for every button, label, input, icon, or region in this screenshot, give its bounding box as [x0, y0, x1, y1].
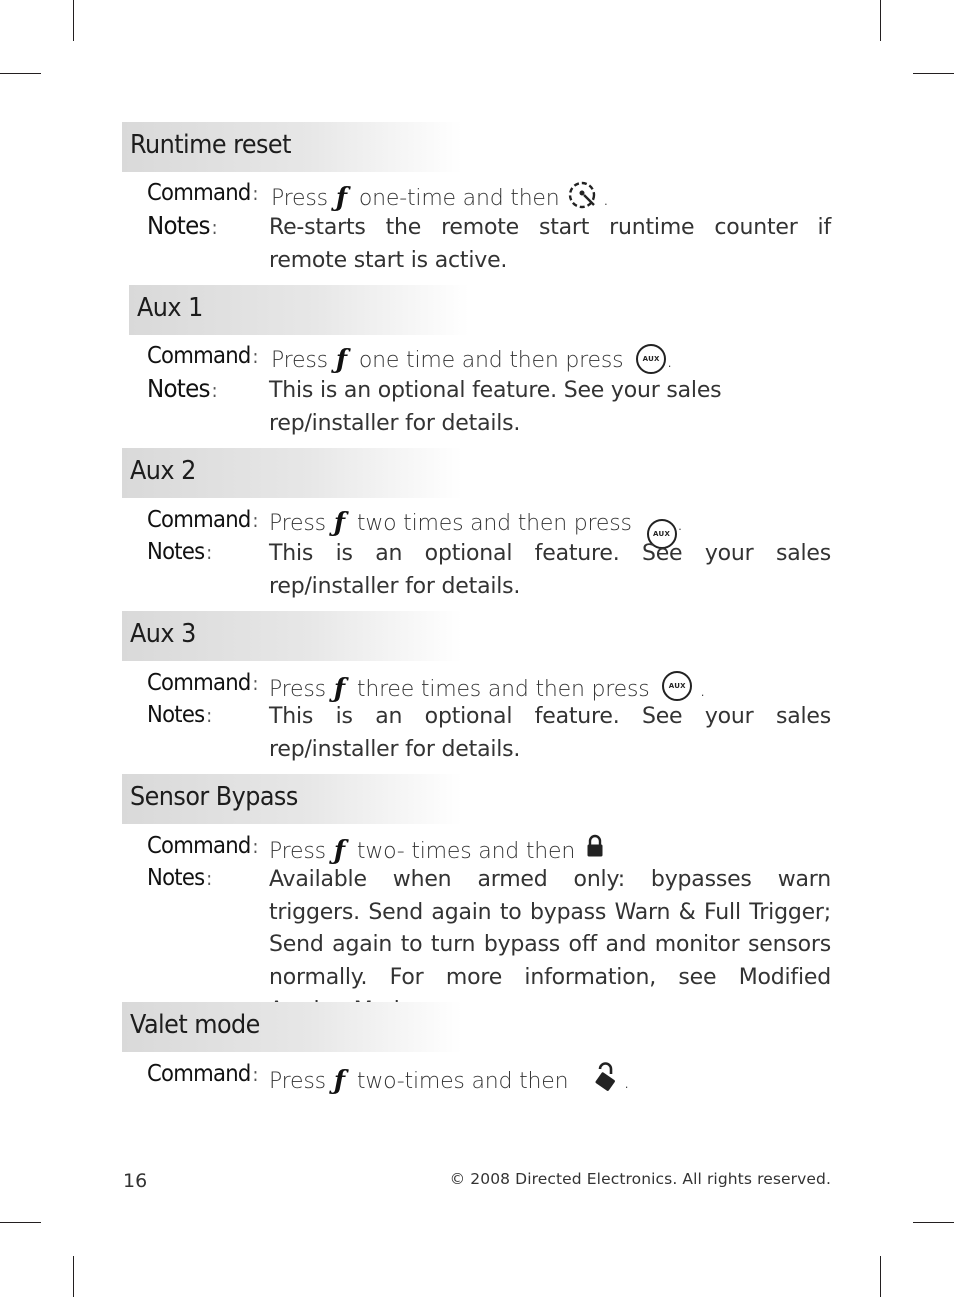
- command-label: Command:: [147, 180, 258, 206]
- command-label: Command:: [147, 670, 258, 696]
- command-line: Press ƒ three times and then press AUX .: [269, 671, 706, 704]
- command-text: two-times and then: [356, 1069, 569, 1094]
- notes-text: Available when armed only: bypasses warn triggers. Send again to bypass Warn & Full Trigger; Send again to turn bypass off and monitor sensors normally. For more information, see Modified: [269, 867, 831, 991]
- section-header-sensor-bypass: [122, 774, 462, 824]
- command-label: Command:: [147, 833, 258, 859]
- crop-mark: [913, 1222, 954, 1223]
- notes-label: Notes:: [147, 211, 217, 240]
- section-title: Aux 2: [130, 456, 196, 486]
- aux-button-icon: AUX: [662, 671, 692, 701]
- press-text: Press: [269, 839, 326, 864]
- page-number: 16: [123, 1170, 148, 1192]
- section-title: Valet mode: [130, 1010, 260, 1040]
- press-text: Press: [269, 1069, 326, 1094]
- section-title: Runtime reset: [130, 130, 291, 160]
- function-button-icon: ƒ: [333, 836, 345, 866]
- command-label: Command:: [147, 1061, 258, 1087]
- function-button-icon: ƒ: [333, 674, 345, 704]
- notes-label: Notes:: [147, 702, 212, 728]
- command-text: one-time and then: [358, 186, 560, 211]
- section-title: Aux 3: [130, 619, 196, 649]
- notes-text: This is an optional feature. See your sales rep/installer for details.: [269, 378, 722, 436]
- crop-mark: [880, 1256, 881, 1297]
- notes-label: Notes:: [147, 374, 217, 403]
- crop-mark: [0, 73, 41, 74]
- crop-mark: [73, 1256, 74, 1297]
- command-text: one time and then press: [358, 348, 624, 373]
- function-button-icon: ƒ: [335, 183, 347, 213]
- function-button-icon: ƒ: [333, 1066, 345, 1096]
- command-line: Press ƒ two times and then press AUX .: [269, 508, 683, 549]
- section-header-valet-mode: [122, 1002, 462, 1052]
- section-header-aux1: [129, 285, 469, 335]
- section-title: Aux 1: [137, 293, 203, 323]
- command-line: [269, 834, 604, 866]
- section-header-runtime-reset: [122, 122, 462, 172]
- command-text: three times and then press: [356, 677, 650, 702]
- command-line: Press ƒ one-time and then .: [271, 183, 610, 213]
- lock-icon: [586, 834, 604, 864]
- copyright-text: © 2008 Directed Electronics. All rights reserved.: [449, 1170, 831, 1188]
- command-line: Press ƒ two-times and then .: [269, 1062, 630, 1100]
- unlock-icon: [589, 1062, 623, 1100]
- command-text: two times and then press: [356, 511, 632, 536]
- notes-label: Notes:: [147, 539, 212, 565]
- crop-mark: [913, 73, 954, 74]
- remote-start-icon: [566, 181, 602, 215]
- section-header-aux2: [122, 448, 462, 498]
- command-text: two- times and then: [356, 839, 576, 864]
- crop-mark: [73, 0, 74, 41]
- notes-text: This is an optional feature. See your sales rep/installer for details.: [269, 704, 831, 762]
- crop-mark: [0, 1222, 41, 1223]
- section-title: Sensor Bypass: [130, 782, 298, 812]
- press-text: Press: [271, 348, 328, 373]
- command-label: Command:: [147, 507, 258, 533]
- notes-label: Notes:: [147, 865, 212, 891]
- function-button-icon: ƒ: [333, 508, 345, 538]
- command-line: Press ƒ one time and then press AUX .: [271, 345, 673, 375]
- aux-button-icon: AUX: [647, 519, 677, 549]
- notes-text: Re-starts the remote start runtime counter if remote start is active.: [269, 215, 831, 273]
- notes-text: This is an optional feature. See your sales rep/installer for details.: [269, 541, 831, 599]
- section-header-aux3: [122, 611, 462, 661]
- aux-button-icon: AUX: [636, 344, 666, 374]
- press-text: Press: [269, 511, 326, 536]
- crop-mark: [880, 0, 881, 41]
- press-text: Press: [271, 186, 328, 211]
- function-button-icon: ƒ: [335, 345, 347, 375]
- command-label: Command:: [147, 343, 258, 369]
- press-text: Press: [269, 677, 326, 702]
